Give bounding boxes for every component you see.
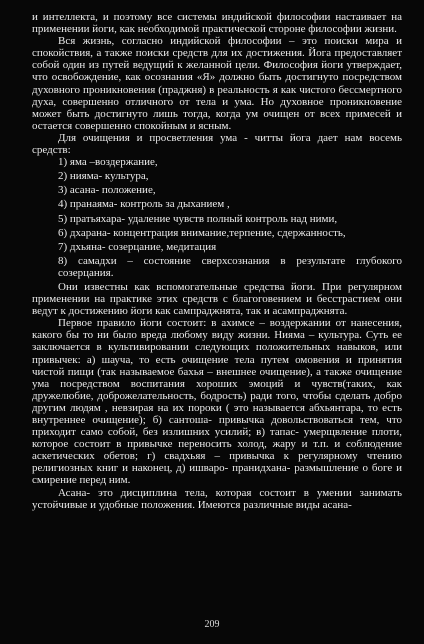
list-item-dharana: 6) дхарана- концентрация внимание,терпение, сдержанность,	[58, 226, 346, 239]
paragraph-first-rule: Первое правило йоги состоит: в ахимсе – воздержании от нанесения, какого бы то ни было вреда любому виду жизни. Нияма – культура. Суть ее заключается в культивировании следующих положительных навыков, или привычек: а) шауча, то есть очищение тела путем омовения и принятия чистой пищи (так называемое бахья – внешнее очищение), а также очищение ума посредством воспитания хороших эмоций и чувств(таких, как дружелюбие, доброжелательность, бодрость) ради того, чтобы сделать добро другим людям , невзирая на их пороки ( это называется абхьянтара, то есть внутреннее очищение); б) сантоша- привычка довольствоваться тем, что приходит само собой, без излишних усилий; в) тапас- умерщвление плоти, которое состоит в привычке переносить холод, жару и т.п. и соблюдение аскетических обетов; г) свадхьяя – привычка к регулярному чтению религиозных книг и наконец, д) ишваро- пранидхана- размышление о боге и смирение перед ним.	[32, 317, 402, 487]
page-number: 209	[204, 619, 220, 630]
paragraph-continuation: и интеллекта, и поэтому все системы индийской философии настаивает на применении йоги, как необходимой практической стороне философии жизни.	[32, 11, 402, 36]
list-item-asana: 3) асана- положение,	[58, 184, 156, 197]
list-item-samadhi: 8) самадхи – состояние сверхсознания в результате глубокого созерцания.	[58, 254, 402, 279]
list-item-niyama: 2) нияма- культура,	[58, 170, 149, 183]
list-item-pranayama: 4) пранаяма- контроль за дыханием ,	[58, 198, 230, 211]
list-item-yama: 1) яма –воздержание,	[58, 156, 158, 169]
paragraph-purification-means: Для очищения и просветления ума - читты йога дает нам восемь средств:	[32, 131, 402, 157]
paragraph-life-search: Вся жизнь, согласно индийской философии – это поиски мира и спокойствия, а также поиски средств для их достижения. Йога предоставляет собой один из путей ведущий к желанной цели. Философия йоги утверждает, что освобождение, как осознания «Я» должно быть достигнуто посредством духовного проникновения (праджня) в реальность я как чистого бессмертного духа, совершенно отличного от тела и ума. Но духовное проникновение может быть достигнуто лишь тогда, когда ум очищен от всех примесей и остается совершенно спокойным и ясным.	[32, 35, 402, 132]
eight-means-list	[32, 156, 402, 279]
paragraph-auxiliary-means: Они известны как вспомогательные средства йоги. При регулярном применении на практике этих средств с благоговением и бесстрастием они ведут к достижению йоги как сампраджнята, так и асампраджнята.	[32, 280, 402, 318]
list-item-pratyahara: 5) пратьяхара- удаление чувств полный контроль над ними,	[58, 212, 338, 225]
list-item-dhyana: 7) дхьяна- созерцание, медитация	[58, 240, 217, 253]
paragraph-asana: Асана- это дисциплина тела, которая состоит в умении занимать устойчивые и удобные положения. Имеются различные виды асана-	[32, 486, 402, 511]
